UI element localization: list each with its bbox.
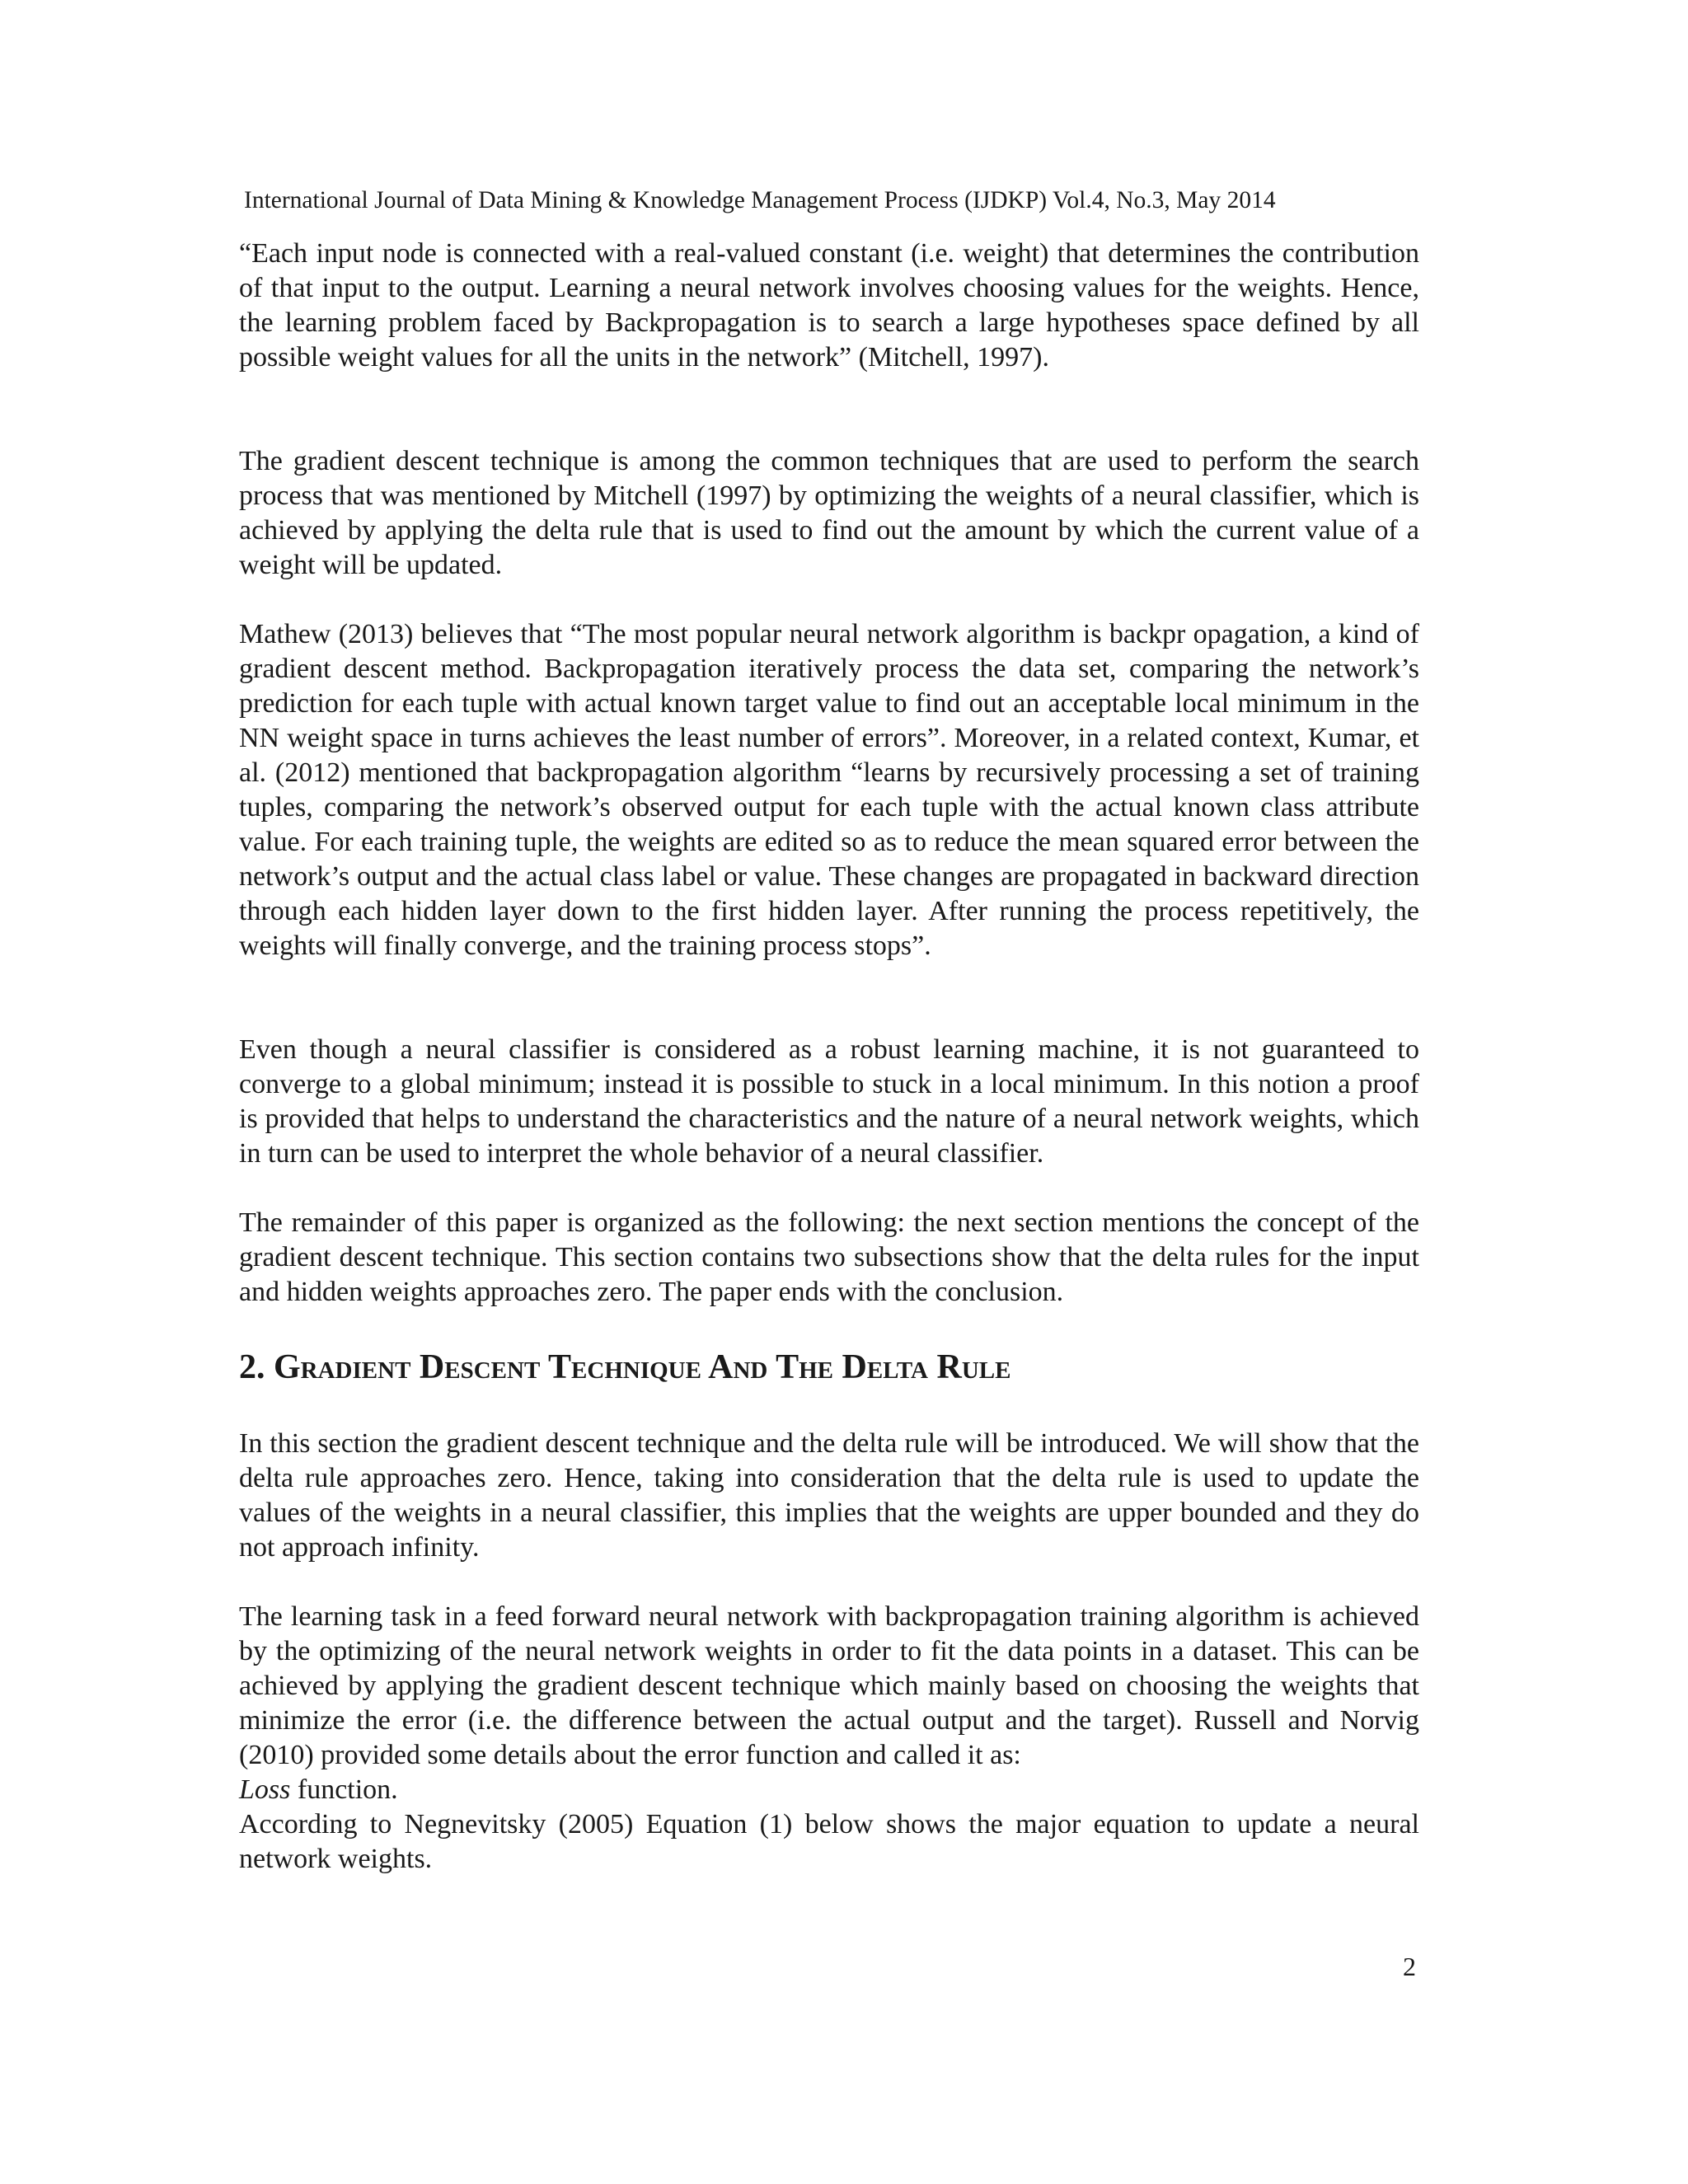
body-paragraph: The gradient descent technique is among the common techniques that are used to perform the search process that was mentioned by Mitchell (1997) by optimizing the weights of a neural classifier, which is achieved by applying the delta rule that is used to find out the amount by which the current value of a weight will be updated. <box>239 446 1419 580</box>
loss-suffix: function. <box>290 1774 398 1805</box>
paragraph-text: The learning task in a feed forward neural network with backpropagation training algorithm is achieved by the optimizing of the neural network weights in order to fit the data points in a dataset. This can be achieved by applying the gradient descent technique which mainly based on choosing the weights that minimize the error (i.e. the difference between the actual output and the target). Russell and Norvig (2010) provided some details about the error function and called it as: <box>239 1601 1419 1770</box>
loss-term: Loss <box>239 1774 291 1805</box>
body-paragraph: Even though a neural classifier is considered as a robust learning machine, it is not guaranteed to converge to a global minimum; instead it is possible to stuck in a local minimum. In this notion a proof is provided that helps to understand the characteristics and the nature of a neural network weights, which in turn can be used to interpret the whole behavior of a neural classifier. <box>239 1034 1419 1169</box>
body-paragraph: Mathew (2013) believes that “The most popular neural network algorithm is backpr opagation, a kind of gradient descent method. Backpropagation iteratively process the data set, comparing the network’s prediction for each tuple with actual known target value to find out an acceptable local minimum in the NN weight space in turns achieves the least number of errors”. Moreover, in a related context, Kumar, et al. (2012) mentioned that backpropagation algorithm “learns by recursively processing a set of training tuples, comparing the network’s observed output for each tuple with the actual known class attribute value. For each training tuple, the weights are edited so as to reduce the mean squared error between the network’s output and the actual class label or value. These changes are propagated in backward direction through each hidden layer down to the first hidden layer. After running the process repetitively, the weights will finally converge, and the training process stops”. <box>239 619 1419 961</box>
page-number: 2 <box>1403 1952 1416 1981</box>
section-heading: 2. Gradient Descent Technique And The Delta Rule <box>239 1348 1011 1386</box>
body-paragraph: In this section the gradient descent technique and the delta rule will be introduced. We will show that the delta rule approaches zero. Hence, taking into consideration that the delta rule is used to update the values of the weights in a neural classifier, this implies that the weights are upper bounded and they do not approach infinity. <box>239 1428 1419 1563</box>
body-paragraph: “Each input node is connected with a real-valued constant (i.e. weight) that determines the contribution of that input to the output. Learning a neural network involves choosing values for the weights. Hence, the learning problem faced by Backpropagation is to search a large hypotheses space defined by all possible weight values for all the units in the network” (Mitchell, 1997). <box>239 238 1419 373</box>
body-paragraph <box>239 1600 1419 1807</box>
running-header: International Journal of Data Mining & Knowledge Management Process (IJDKP) Vol.4, No.3, May 2014 <box>244 187 1276 213</box>
body-paragraph: The remainder of this paper is organized as the following: the next section mentions the concept of the gradient descent technique. This section contains two subsections show that the delta rules for the input and hidden weights approaches zero. The paper ends with the conclusion. <box>239 1207 1419 1307</box>
body-paragraph: According to Negnevitsky (2005) Equation (1) below shows the major equation to update a neural network weights. <box>239 1809 1419 1874</box>
